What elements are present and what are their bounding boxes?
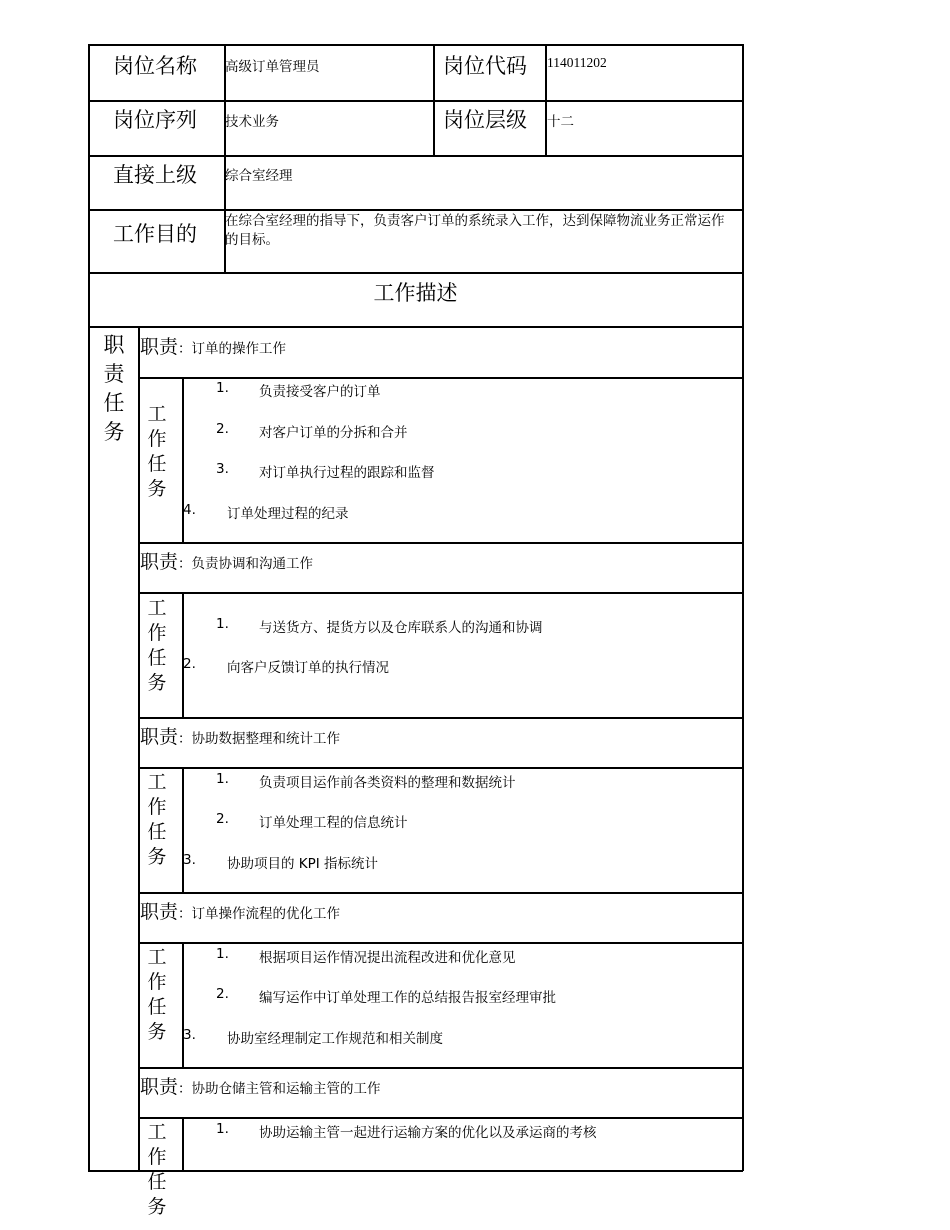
purpose-value: 在综合室经理的指导下，负责客户订单的系统录入工作，达到保障物流业务正常运作的目标。 — [225, 213, 725, 248]
row-divider — [138, 767, 743, 769]
row-divider — [88, 209, 743, 211]
duty-prefix: 职责 — [140, 901, 179, 923]
row-divider — [88, 155, 743, 157]
task-label: 工作任务 — [147, 1121, 167, 1218]
row-divider — [138, 1067, 743, 1069]
task-text: 对客户订单的分拆和合并 — [259, 425, 408, 441]
task-text: 对订单执行过程的跟踪和监督 — [259, 465, 435, 481]
duty-title-text: ：协助仓储主管和运输主管的工作 — [178, 1081, 381, 1097]
position-level-label: 岗位层级 — [443, 108, 527, 132]
duty-title-text: ：协助数据整理和统计工作 — [178, 731, 341, 747]
position-code-value: 114011202 — [547, 55, 607, 70]
row-divider — [138, 542, 743, 544]
task-text: 与送货方、提货方以及仓库联系人的沟通和协调 — [259, 620, 543, 636]
row-divider — [138, 942, 743, 944]
duty-title — [140, 897, 340, 924]
position-name-value: 高级订单管理员 — [225, 59, 320, 75]
position-code-label: 岗位代码 — [443, 54, 527, 78]
task-num: 3. — [183, 852, 196, 868]
duty-title-text: ：订单的操作工作 — [178, 341, 287, 357]
row-divider — [88, 272, 743, 274]
row-divider — [88, 100, 743, 102]
task-label: 工作任务 — [147, 403, 167, 500]
task-col-divider — [182, 1117, 184, 1171]
task-col-divider — [182, 592, 184, 718]
task-text: 负责接受客户的订单 — [259, 384, 381, 400]
task-num: 1. — [216, 1121, 229, 1137]
row-divider — [138, 1117, 743, 1119]
border-left — [88, 44, 90, 1171]
row-divider — [138, 892, 743, 894]
duty-title — [140, 1072, 381, 1099]
task-text: 协助运输主管一起进行运输方案的优化以及承运商的考核 — [259, 1125, 597, 1141]
task-text: 根据项目运作情况提出流程改进和优化意见 — [259, 950, 516, 966]
task-text: 向客户反馈订单的执行情况 — [227, 660, 389, 676]
task-text: 协助室经理制定工作规范和相关制度 — [227, 1031, 443, 1047]
position-series-value: 技术业务 — [225, 114, 279, 130]
row-divider — [88, 326, 743, 328]
task-text: 编写运作中订单处理工作的总结报告报室经理审批 — [259, 990, 556, 1006]
task-label: 工作任务 — [147, 771, 167, 868]
duty-prefix: 职责 — [140, 726, 179, 748]
position-level-value: 十二 — [547, 114, 574, 130]
task-text: 订单处理过程的纪录 — [227, 506, 349, 522]
border-bottom — [88, 1170, 743, 1172]
duty-title — [140, 722, 340, 749]
description-title: 工作描述 — [373, 281, 458, 305]
duty-title-text: ：订单操作流程的优化工作 — [178, 906, 341, 922]
purpose-label: 工作目的 — [113, 222, 197, 246]
task-col-divider — [182, 377, 184, 543]
supervisor-label: 直接上级 — [113, 163, 197, 187]
task-num: 1. — [216, 616, 229, 632]
duty-title — [140, 332, 286, 359]
task-text: 负责项目运作前各类资料的整理和数据统计 — [259, 775, 516, 791]
task-num: 3. — [183, 1027, 196, 1043]
task-num: 2. — [216, 811, 229, 827]
task-num: 1. — [216, 771, 229, 787]
task-num: 2. — [216, 421, 229, 437]
duty-prefix: 职责 — [140, 336, 179, 358]
task-num: 1. — [216, 946, 229, 962]
task-num: 4. — [183, 502, 196, 518]
duty-title-text: ：负责协调和沟通工作 — [178, 556, 314, 572]
task-col-divider — [182, 942, 184, 1068]
task-col-divider — [182, 767, 184, 893]
position-name-label: 岗位名称 — [113, 54, 197, 78]
duty-prefix: 职责 — [140, 551, 179, 573]
task-text: 订单处理工程的信息统计 — [259, 815, 408, 831]
row-divider — [138, 377, 743, 379]
row-divider — [138, 592, 743, 594]
supervisor-value: 综合室经理 — [225, 168, 293, 184]
duty-prefix: 职责 — [140, 1076, 179, 1098]
task-text: 协助项目的 KPI 指标统计 — [227, 856, 379, 872]
duty-section-label: 职责任务 — [103, 333, 125, 444]
border-top — [88, 44, 743, 46]
border-right — [742, 44, 744, 1171]
task-label: 工作任务 — [147, 597, 167, 694]
task-label: 工作任务 — [147, 946, 167, 1043]
task-num: 2. — [183, 656, 196, 672]
col-divider — [433, 44, 435, 156]
task-num: 1. — [216, 380, 229, 396]
duty-title — [140, 547, 313, 574]
task-num: 2. — [216, 986, 229, 1002]
row-divider — [138, 717, 743, 719]
task-num: 3. — [216, 461, 229, 477]
position-series-label: 岗位序列 — [113, 108, 197, 132]
